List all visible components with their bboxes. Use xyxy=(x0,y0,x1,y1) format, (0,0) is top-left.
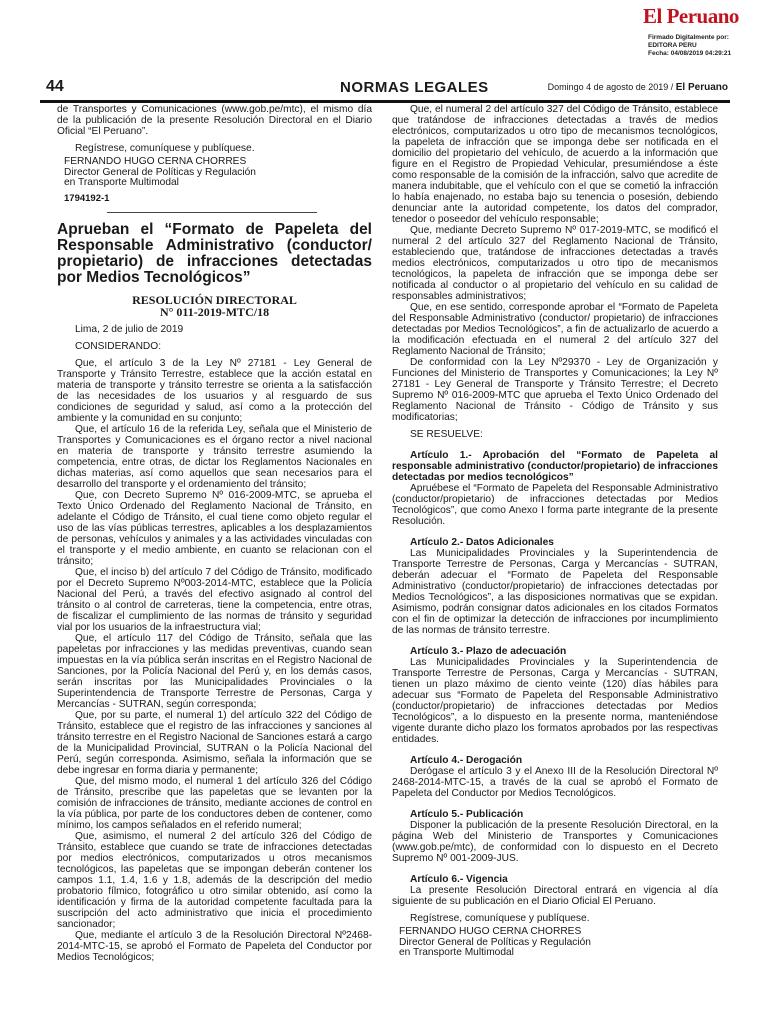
article-body: Disponer la publicación de la presente Resolución Directoral, en la página Web del Ministerio de Transportes y Comunicaciones (www.gob.pe/mtc), de conformidad con lo dispuesto en el Decreto Supremo Nº 001-2009-JUS. xyxy=(392,820,718,864)
body-paragraph: Que, en ese sentido, corresponde aprobar el “Formato de Papeleta del Responsable Administrativo (conductor/ propietario) de infracciones detectadas por Medios Tecnológicos”, a fin de actualizarlo de acuerdo a la modificación efectuada en el numeral 2 del artículo 327 del Reglamento Nacional de Tránsito; xyxy=(392,302,718,357)
considering-heading: CONSIDERANDO: xyxy=(75,340,162,352)
left-column xyxy=(57,104,372,963)
article-body: Apruébese el “Formato de Papeleta del Responsable Administrativo (conductor/propietario) de infracciones detectadas por Medios Tecnológicos”, que como Anexo I forma parte integrante de la presente Resolución. xyxy=(392,483,718,527)
digital-signature xyxy=(648,34,731,58)
right-column xyxy=(392,104,718,959)
resolution-number: N° 011-2019-MTC/18 xyxy=(159,304,270,319)
body-paragraph: Que, el artículo 16 de la referida Ley, señala que el Ministerio de Transportes y Comunicaciones es el órgano rector a nivel nacional en materia de transporte y tránsito terrestre asumiendo la competencia, entre otras, de dictar los Reglamentos Nacionales en dichas materias, así como aquellos que sean necesarios para el desarrollo del transporte y el ordenamiento del tránsito; xyxy=(57,423,372,490)
article-heading: Artículo 6.- Vigencia xyxy=(410,874,508,885)
resolves-heading: SE RESUELVE: xyxy=(410,429,483,440)
body-paragraph: Que, el artículo 117 del Código de Tránsito, señala que las papeletas por infracciones y las medidas preventivas, cuando sean impuestas en la vía pública serán inscritas en el Registro Nacional de Sanciones, por la Policía Nacional del Perú y, en los demás casos, serán inscritas por las Municipalidades Provinciales o la Superintendencia de Transporte Terrestre de Personas, Carga y Mercancías - SUTRAN, según corresponda; xyxy=(57,632,372,710)
section-title: NORMAS LEGALES xyxy=(340,79,489,96)
article-body: Las Municipalidades Provinciales y la Superintendencia de Transporte Terrestre de Personas, Carga y Mercancías - SUTRAN, tienen un plazo máximo de ciento veinte (120) días hábiles para adecuar sus “Formato de Papeleta del Responsable Administrativo (conductor/propietario) de infracciones detectadas por Medios Tecnológicos”, a lo dispuesto en la presente norma, manteniéndose vigente durante dicho plazo los formatos aprobados por las respectivas entidades. xyxy=(392,657,718,745)
signature-line: Fecha: 04/08/2019 04:29:21 xyxy=(648,50,732,57)
signer-role: Director General de Políticas y Regulación xyxy=(64,166,256,178)
article-body: La presente Resolución Directoral entrará en vigencia al día siguiente de su publicación en el Diario Oficial El Peruano. xyxy=(392,885,718,907)
place-date: Lima, 2 de julio de 2019 xyxy=(75,323,184,335)
body-paragraph: Que, asimismo, el numeral 2 del artículo 326 del Código de Tránsito, establece que cuando se trate de infracciones detectadas por medios electrónicos, computarizados u otros mecanismos tecnológicos, las papeletas que se impongan deberán contener los campos 1.1, 1.4, 1.6 y 1.8, además de la descripción del medio probatorio fílmico, fotográfico u otro similar obtenido, así como la identificación y firma de la autoridad competente facultada para la suscripción del acto administrativo que inicia el procedimiento sancionador; xyxy=(57,830,372,930)
page-header xyxy=(40,78,730,103)
signature-line: EDITORA PERU xyxy=(648,42,697,49)
closing-text: Regístrese, comuníquese y publíquese. xyxy=(410,913,590,924)
signature-line: Firmado Digitalmente por: xyxy=(648,34,729,41)
body-paragraph: Que, mediante el artículo 3 de la Resolución Directoral Nº2468-2014-MTC-15, se aprobó el Formato de Papeleta del Conductor por Medios Tecnológicos; xyxy=(57,929,372,963)
closing-text: Regístrese, comuníquese y publíquese. xyxy=(75,143,255,154)
divider xyxy=(107,212,317,213)
body-paragraph: Que, con Decreto Supremo Nº 016-2009-MTC, se aprueba el Texto Único Ordenado del Reglamento Nacional de Tránsito, en adelante el Código de Tránsito, el cual tiene como objeto regular el uso de las vías públicas terrestres, aplicables a los desplazamientos de personas, vehículos y animales y a las actividades vinculadas con el transporte y el medio ambiente, en cuanto se relacionan con el tránsito; xyxy=(57,489,372,567)
article-body: Las Municipalidades Provinciales y la Superintendencia de Transporte Terrestre de Personas, Carga y Mercancías - SUTRAN, deberán adecuar el “Formato de Papeleta del Responsable Administrativo (conductor/propietario) de infracciones detectadas por Medios Tecnológicos”, a las disposiciones normativas que se expidan. Asimismo, podrán consignar datos adicionales en los citados Formatos con el fin de optimizar la detección de infracciones por incumplimiento de las normas de tránsito terrestre. xyxy=(392,548,718,636)
body-paragraph: Que, por su parte, el numeral 1) del artículo 322 del Código de Tránsito, establece que el registro de las infracciones y sanciones al tránsito terrestre en el Registro Nacional de Sanciones estará a cargo de la Municipalidad Provincial, SUTRAN o la Policía Nacional del Perú, según corresponda. Asimismo, señala la información que se debe ingresar en forma diaria y permanente; xyxy=(57,709,372,776)
article-heading: Artículo 1.- Aprobación del “Formato de Papeleta al responsable administrativo (conductor/propietario) de infracciones detectadas por medios tecnológicos” xyxy=(392,450,718,483)
body-paragraph: Que, el artículo 3 de la Ley Nº 27181 - Ley General de Transporte y Tránsito Terrestre, establece que la acción estatal en materia de transporte y tránsito terrestre se orienta a la satisfacción de las necesidades de los usuarios y al resguardo de sus condiciones de seguridad y salud, así como a la protección del ambiente y la comunidad en su conjunto; xyxy=(57,357,372,424)
signer-name: FERNANDO HUGO CERNA CHORRES xyxy=(399,926,582,937)
resolution-heading xyxy=(57,294,372,318)
publication-date xyxy=(548,82,728,93)
signer-unit: en Transporte Multimodal xyxy=(399,947,514,958)
article-heading: Artículo 3.- Plazo de adecuación xyxy=(410,646,567,657)
intro-paragraph: de Transportes y Comunicaciones (www.gob.pe/mtc), el mismo día de la publicación de la presente Resolución Directoral en el Diario Oficial “El Peruano”. xyxy=(57,104,372,137)
body-paragraph: Que, el inciso b) del artículo 7 del Código de Tránsito, modificado por el Decreto Supremo Nº003-2014-MTC, establece que la Policía Nacional del Perú, a través del efectivo asignado al control del tránsito o al control de carreteras, tiene la competencia, entre otras, de fiscalizar el cumplimiento de las normas de tránsito y seguridad vial por los usuarios de la infraestructura vial; xyxy=(57,566,372,633)
article-body: Derógase el artículo 3 y el Anexo III de la Resolución Directoral Nº 2468-2014-MTC-15, a través de la cual se aprobó el Formato de Papeleta del Conductor por Medios Tecnológicos. xyxy=(392,766,718,799)
signer-block xyxy=(57,157,372,189)
article-title: Aprueban el “Formato de Papeleta del Responsable Administrativo (conductor/ propietario) de infracciones detectadas por Medios Tecnológicos” xyxy=(57,220,372,286)
article-heading: Artículo 4.- Derogación xyxy=(410,755,523,766)
publication-code: 1794192-1 xyxy=(64,192,110,204)
signer-block xyxy=(392,927,718,959)
article-heading: Artículo 2.- Datos Adicionales xyxy=(410,537,554,548)
body-paragraph: Que, el numeral 2 del artículo 327 del Código de Tránsito, establece que tratándose de infracciones detectadas a través de medios electrónicos, computarizados u otro tipo de mecanismos tecnológicos, la papeleta de infracción que se imponga debe ser notificada en el domicilio del propietario del vehículo, de acuerdo a la información que figure en el Registro de Propiedad Vehicular, presumiéndose a éste como responsable de la comisión de la infracción, salvo que acredite de manera indubitable, que el vehículo con el que se cometió la infracción lo había enajenado, no estaba bajo su tenencia o posesión, debiendo denunciar ante la autoridad competente, los datos del comprador, tenedor o poseedor del vehículo responsable; xyxy=(392,104,718,225)
el-peruano-logo xyxy=(643,4,763,34)
signer-name: FERNANDO HUGO CERNA CHORRES xyxy=(64,156,247,167)
resolution-type: RESOLUCIÓN DIRECTORAL xyxy=(132,292,297,307)
signer-role: Director General de Políticas y Regulación xyxy=(399,936,591,948)
date-text: Domingo 4 de agosto de 2019 / xyxy=(547,82,674,92)
date-brand: El Peruano xyxy=(675,82,728,93)
article-heading: Artículo 5.- Publicación xyxy=(410,809,524,820)
page-number: 44 xyxy=(46,78,64,95)
brand-name: El Peruano xyxy=(643,4,739,28)
body-paragraph: De conformidad con la Ley Nº29370 - Ley de Organización y Funciones del Ministerio de Transportes y Comunicaciones; la Ley Nº 27181 - Ley General de Transporte y Tránsito Terrestre; el Decreto Supremo Nº 016-2009-MTC que aprueba el Texto Único Ordenado del Reglamento Nacional de Tránsito - Código de Tránsito y sus modificatorias; xyxy=(392,357,718,423)
body-paragraph: Que, del mismo modo, el numeral 1 del artículo 326 del Código de Tránsito, prescribe que las papeletas que se levanten por la comisión de infracciones de tránsito, mediante acciones de control en la vía pública, por parte de los conductores deben de contener, como mínimo, los campos señalados en el referido numeral; xyxy=(57,775,372,831)
signer-unit: en Transporte Multimodal xyxy=(64,177,179,188)
body-paragraph: Que, mediante Decreto Supremo Nº 017-2019-MTC, se modificó el numeral 2 del artículo 327 del Reglamento Nacional de Tránsito, estableciendo que, tratándose de infracciones detectadas a través medios electrónicos, computarizados u otro tipo de mecanismos tecnológicos, la papeleta de infracción que se imponga debe ser notificada al conductor o al propietario del vehículo en su calidad de responsables administrativos; xyxy=(392,225,718,302)
